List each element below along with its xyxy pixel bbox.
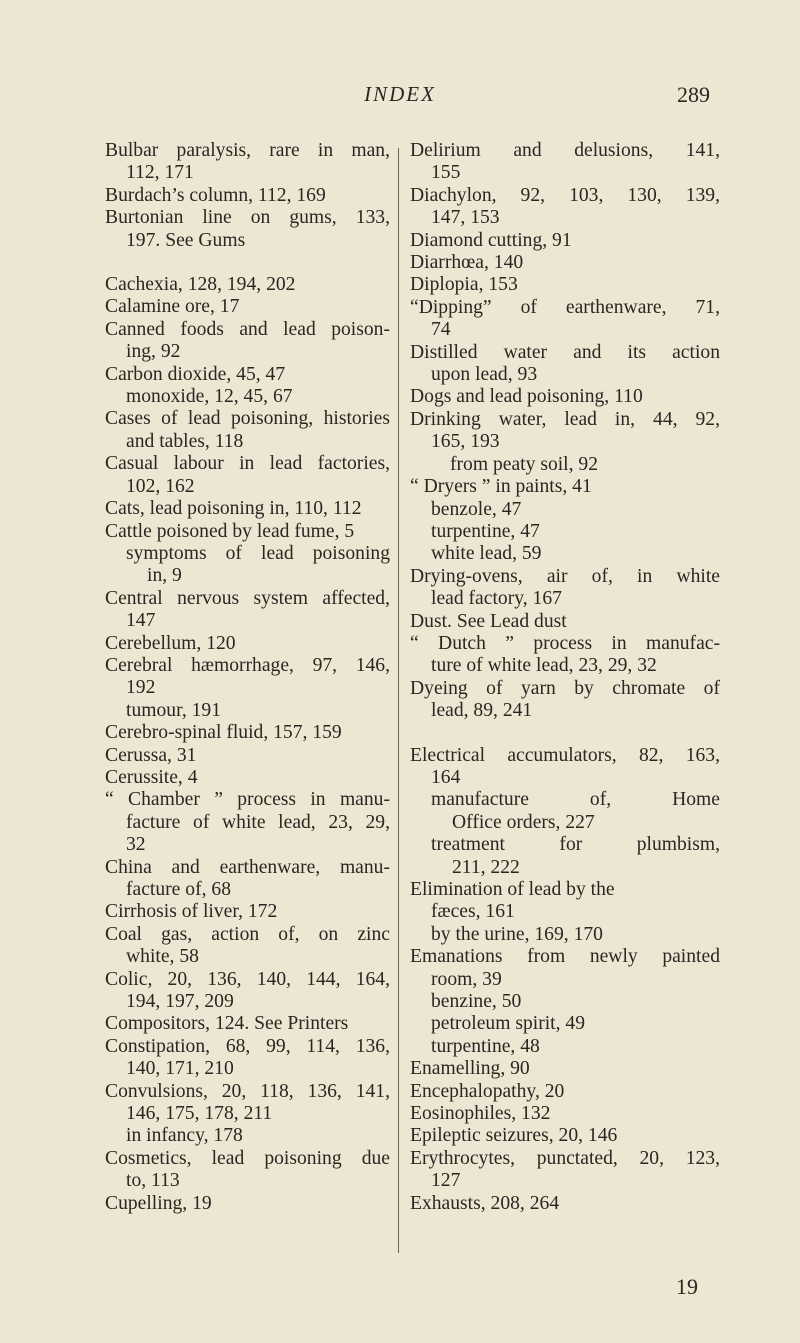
index-entry — [105, 588, 390, 633]
index-entry — [105, 722, 390, 744]
entry-line: Eosinophiles, 132 — [410, 1103, 551, 1125]
index-entry — [410, 1058, 720, 1080]
page-number: 289 — [677, 82, 710, 107]
index-entry — [105, 633, 390, 655]
entry-line: Cerebellum, 120 — [105, 632, 236, 654]
entry-line: 155 — [431, 162, 461, 184]
entry-line: 140, 171, 210 — [126, 1058, 234, 1080]
index-subentry — [410, 521, 720, 543]
entry-line: by the urine, 169, 170 — [431, 923, 603, 945]
entry-line: Cerussite, 4 — [105, 766, 198, 788]
entry-line: Cirrhosis of liver, 172 — [105, 901, 278, 923]
index-entry — [410, 633, 720, 678]
index-entry — [105, 1081, 390, 1126]
entry-line: Dogs and lead poisoning, 110 — [410, 386, 643, 408]
index-entry — [105, 1148, 390, 1193]
index-entry — [410, 1148, 720, 1193]
index-entry — [410, 185, 720, 230]
entry-line: Constipation, 68, 99, 114, 136, — [105, 1035, 390, 1057]
index-entry — [105, 408, 390, 453]
entry-line: Coal gas, action of, on zinc — [105, 923, 390, 945]
index-entry — [105, 521, 390, 543]
entry-line: monoxide, 12, 45, 67 — [126, 386, 293, 408]
entry-line: Cerebro-spinal fluid, 157, 159 — [105, 722, 342, 744]
entry-line: lead, 89, 241 — [431, 700, 533, 722]
entry-line: 112, 171 — [126, 162, 194, 184]
index-entry — [410, 386, 720, 408]
entry-line: 165, 193 — [431, 431, 500, 453]
entry-line: Elimination of lead by the — [410, 879, 615, 900]
entry-line: benzine, 50 — [431, 991, 522, 1013]
index-subentry — [105, 1125, 390, 1147]
entry-line: Exhausts, 208, 264 — [410, 1192, 560, 1214]
entry-line: Canned foods and lead poison- — [105, 318, 390, 340]
index-column-right — [410, 140, 720, 1215]
entry-line: Cerebral hæmorrhage, 97, 146, — [105, 654, 390, 676]
entry-line: turpentine, 48 — [431, 1035, 540, 1057]
index-entry — [105, 1193, 390, 1215]
entry-line: Cerussa, 31 — [105, 744, 197, 766]
running-head: INDEX — [364, 82, 436, 106]
entry-line: Cattle poisoned by lead fume, 5 — [105, 520, 355, 542]
entry-line: from peaty soil, 92 — [450, 453, 599, 475]
index-entry — [410, 342, 720, 387]
entry-line: Convulsions, 20, 118, 136, 141, — [105, 1080, 390, 1102]
entry-line: Delirium and delusions, 141, — [410, 140, 720, 161]
entry-line: 32 — [126, 834, 146, 856]
index-entry — [410, 476, 720, 498]
index-entry — [410, 409, 720, 454]
entry-line: 147 — [126, 610, 156, 632]
entry-line: Diachylon, 92, 103, 130, 139, — [410, 184, 720, 206]
entry-line: “ Dutch ” process in manufac- — [410, 632, 720, 654]
index-entry — [105, 274, 390, 296]
entry-line: 127 — [431, 1170, 461, 1192]
letter-gap — [105, 252, 390, 274]
index-subentry — [410, 901, 720, 923]
index-entry — [105, 364, 390, 386]
index-subentry — [410, 991, 720, 1013]
index-subentry — [410, 789, 720, 834]
entry-line: Diamond cutting, 91 — [410, 229, 572, 251]
letter-gap — [410, 723, 720, 745]
entry-line: Distilled water and its action — [410, 341, 720, 363]
index-subentry — [410, 924, 720, 946]
entry-line: 74 — [431, 319, 451, 341]
entry-line: Calamine ore, 17 — [105, 296, 240, 318]
index-subentry — [410, 454, 720, 476]
entry-line: 102, 162 — [126, 475, 195, 497]
entry-line: fæces, 161 — [431, 901, 515, 923]
index-entry — [410, 1103, 720, 1125]
index-entry — [410, 1125, 720, 1147]
entry-line: 194, 197, 209 — [126, 991, 234, 1013]
index-subentry — [105, 543, 390, 588]
index-entry — [410, 230, 720, 252]
signature-mark: 19 — [676, 1274, 698, 1299]
entry-line: Dyeing of yarn by chromate of — [410, 677, 720, 699]
entry-line: Burtonian line on gums, 133, — [105, 207, 390, 229]
index-entry — [105, 207, 390, 252]
index-entry — [410, 140, 720, 185]
entry-line: Drinking water, lead in, 44, 92, — [410, 408, 720, 430]
index-subentry — [410, 1013, 720, 1035]
entry-line: Epileptic seizures, 20, 146 — [410, 1125, 618, 1147]
index-entry — [410, 745, 720, 790]
entry-line: Cachexia, 128, 194, 202 — [105, 274, 296, 296]
index-entry — [105, 296, 390, 318]
entry-line: Diplopia, 153 — [410, 274, 518, 296]
index-entry — [105, 655, 390, 700]
index-subentry — [410, 499, 720, 521]
index-entry — [410, 1193, 720, 1215]
index-entry — [105, 319, 390, 364]
entry-line: lead factory, 167 — [431, 588, 562, 610]
entry-line: white lead, 59 — [431, 543, 542, 565]
index-subentry — [105, 700, 390, 722]
index-entry — [105, 745, 390, 767]
entry-line: “Dipping” of earthenware, 71, — [410, 296, 720, 318]
index-column-left — [105, 140, 390, 1215]
entry-line: ing, 92 — [126, 341, 181, 363]
entry-line: Emanations from newly painted — [410, 946, 720, 968]
entry-line: to, 113 — [126, 1170, 180, 1192]
entry-line: 197. See Gums — [126, 229, 246, 251]
entry-line: Cats, lead poisoning in, 110, 112 — [105, 498, 362, 520]
entry-line: Dust. See Lead dust — [410, 610, 567, 632]
entry-line: room, 39 — [431, 968, 502, 990]
index-entry — [410, 678, 720, 723]
index-subentry — [410, 834, 720, 879]
entry-line: Office orders, 227 — [452, 811, 595, 833]
entry-line: Cosmetics, lead poisoning due — [105, 1147, 390, 1169]
entry-line: Cupelling, 19 — [105, 1192, 212, 1214]
entry-line: 147, 153 — [431, 207, 500, 229]
entry-line: facture of white lead, 23, 29, — [126, 811, 390, 833]
entry-line: “ Chamber ” process in manu- — [105, 789, 390, 811]
entry-line: Burdach’s column, 112, 169 — [105, 184, 326, 206]
index-entry — [410, 297, 720, 342]
entry-line: Central nervous system affected, — [105, 587, 390, 609]
index-entry — [105, 857, 390, 902]
index-entry — [105, 789, 390, 856]
page-header — [0, 82, 800, 114]
index-entry — [410, 879, 720, 901]
index-entry — [105, 453, 390, 498]
index-entry — [410, 566, 720, 611]
entry-line: Casual labour in lead factories, — [105, 453, 390, 475]
entry-line: Enamelling, 90 — [410, 1058, 530, 1080]
entry-line: and tables, 118 — [126, 430, 244, 452]
index-entry — [105, 185, 390, 207]
index-entry — [105, 1013, 390, 1035]
entry-line: Erythrocytes, punctated, 20, 123, — [410, 1147, 720, 1169]
entry-line: Colic, 20, 136, 140, 144, 164, — [105, 968, 390, 990]
index-entry — [105, 924, 390, 969]
entry-line: white, 58 — [126, 946, 199, 968]
entry-line: turpentine, 47 — [431, 520, 540, 542]
entry-line: 146, 175, 178, 211 — [126, 1103, 273, 1125]
index-subentry — [410, 543, 720, 565]
entry-line: Bulbar paralysis, rare in man, — [105, 140, 390, 161]
entry-line: facture of, 68 — [126, 879, 231, 900]
index-entry — [410, 946, 720, 991]
column-rule — [398, 148, 399, 1253]
index-entry — [410, 1081, 720, 1103]
entry-line: manufacture of, Home — [431, 789, 720, 811]
index-subentry — [105, 386, 390, 408]
entry-line: 164 — [431, 766, 461, 788]
entry-line: Carbon dioxide, 45, 47 — [105, 363, 286, 385]
entry-line: Diarrhœa, 140 — [410, 252, 524, 274]
entry-line: 211, 222 — [452, 856, 520, 878]
entry-line: 192 — [126, 677, 156, 699]
entry-line: in infancy, 178 — [126, 1125, 243, 1147]
entry-line: benzole, 47 — [431, 498, 522, 520]
entry-line: tumour, 191 — [126, 699, 222, 721]
index-entry — [105, 767, 390, 789]
index-entry — [105, 969, 390, 1014]
entry-line: Drying-ovens, air of, in white — [410, 565, 720, 587]
entry-line: upon lead, 93 — [431, 364, 538, 386]
entry-line: ture of white lead, 23, 29, 32 — [431, 655, 657, 677]
entry-line: “ Dryers ” in paints, 41 — [410, 476, 592, 498]
index-entry — [410, 611, 720, 633]
index-entry — [105, 1036, 390, 1081]
entry-line: petroleum spirit, 49 — [431, 1013, 586, 1035]
entry-line: Compositors, 124. See Printers — [105, 1013, 349, 1035]
entry-line: in, 9 — [147, 565, 182, 587]
index-entry — [105, 901, 390, 923]
index-entry — [105, 140, 390, 185]
entry-line: treatment for plumbism, — [431, 834, 720, 856]
entry-line: Electrical accumulators, 82, 163, — [410, 744, 720, 766]
entry-line: Cases of lead poisoning, histories — [105, 408, 390, 430]
index-entry — [410, 274, 720, 296]
index-subentry — [410, 1036, 720, 1058]
index-entry — [105, 498, 390, 520]
index-entry — [410, 252, 720, 274]
entry-line: China and earthenware, manu- — [105, 856, 390, 878]
entry-line: symptoms of lead poisoning — [126, 542, 390, 564]
entry-line: Encephalopathy, 20 — [410, 1080, 565, 1102]
